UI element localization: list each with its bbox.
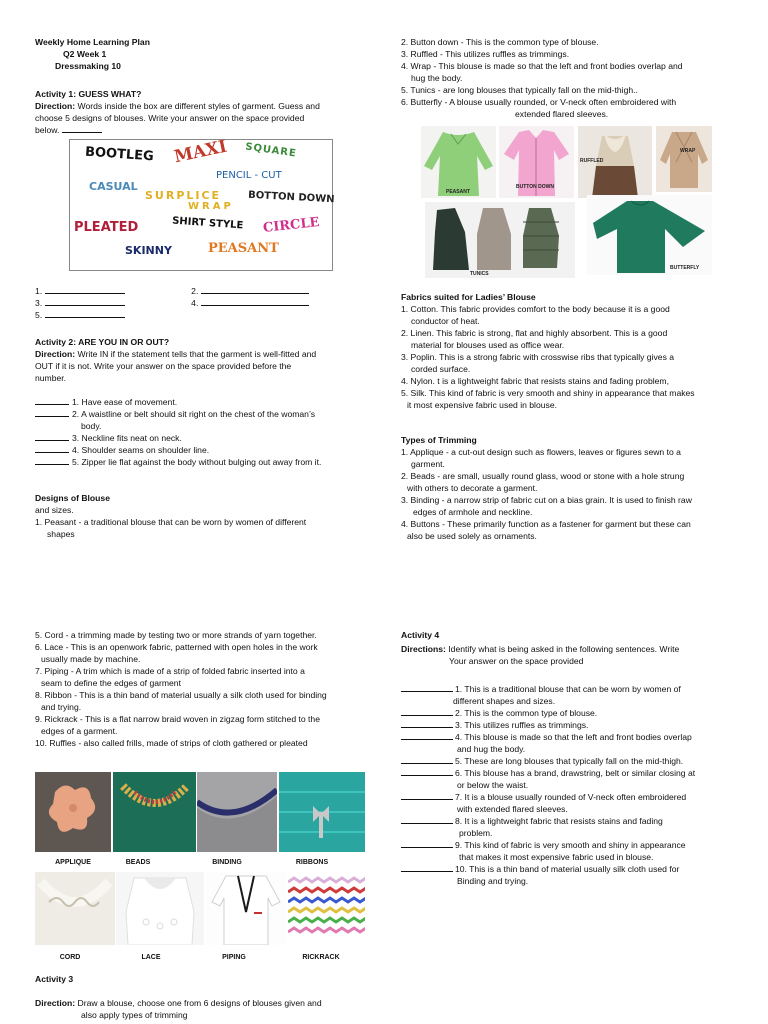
applique-photo <box>35 772 111 852</box>
caption-butterfly: BUTTERFLY <box>670 265 700 271</box>
trimming-item: 8. Ribbon - This is a thin band of material usually a silk cloth used for binding <box>35 690 327 700</box>
activity3-dir-label: Direction: <box>35 998 76 1008</box>
activity2 <box>35 336 375 468</box>
question: that makes it most expensive fabric used in blouse. <box>459 852 654 862</box>
word-pleated: PLEATED <box>74 220 139 235</box>
question: 1. This is a traditional blouse that can be worn by women of <box>455 684 681 694</box>
answer-blank[interactable] <box>401 683 453 692</box>
week-label: Q2 Week 1 <box>63 49 107 59</box>
statement: 2. A waistline or belt should sit right on the chest of the woman’s <box>72 409 315 419</box>
caption-piping: PIPING <box>222 954 246 961</box>
piping-photo <box>206 872 286 945</box>
activity1-dir-label: Direction: <box>35 101 76 111</box>
question: 5. These are long blouses that typically fall on the mid-thigh. <box>455 756 684 766</box>
activity4 <box>401 629 746 887</box>
in-out-blank[interactable] <box>35 456 69 465</box>
activity1 <box>35 88 375 136</box>
word-shirt-style: SHIRT STYLE <box>171 215 244 232</box>
doc-title: Weekly Home Learning Plan <box>35 37 150 47</box>
statement: 4. Shoulder seams on shoulder line. <box>72 445 210 455</box>
in-out-blank[interactable] <box>35 444 69 453</box>
fabric-item: it most expensive fabric used in blouse. <box>407 400 557 410</box>
trimming-item: 9. Rickrack - This is a flat narrow braid woven in zigzag form stitched to the <box>35 714 320 724</box>
activity1-dir-line: choose 5 designs of blouses. Write your answer on the space provided <box>35 113 305 123</box>
question: 3. This utilizes ruffles as trimmings. <box>455 720 589 730</box>
word-casual: CASUAL <box>89 180 138 193</box>
activity2-dir-label: Direction: <box>35 349 76 359</box>
ribbons-photo <box>279 772 365 852</box>
question: with extended flared sleeves. <box>457 804 568 814</box>
fabric-item: 3. Poplin. This is a strong fabric with crosswise ribs that typically gives a <box>401 352 675 362</box>
fabric-item: corded surface. <box>411 364 471 374</box>
in-out-blank[interactable] <box>35 432 69 441</box>
answer-blank[interactable] <box>401 731 453 740</box>
caption-beads: BEADS <box>125 859 151 866</box>
question: 4. This blouse is made so that the left and front bodies overlap <box>455 732 692 742</box>
answer-blank[interactable] <box>401 863 453 872</box>
activity1-dir-line: below. <box>35 125 60 135</box>
question: 8. It is a lightweight fabric that resists stains and fading <box>455 816 663 826</box>
design-item: 3. Ruffled - This utilizes ruffles as trimmings. <box>401 49 570 59</box>
fabric-item: 1. Cotton. This fabric provides comfort to the body because it is a good <box>401 304 670 314</box>
caption-tunics: TUNICS <box>470 271 489 277</box>
activity1-dir-line: Words inside the box are different styles of garment. Guess and <box>75 101 320 111</box>
activity3-dir-line: also apply types of trimming <box>81 1010 188 1020</box>
trimming-item: 7. Piping - A trim which is made of a strip of folded fabric inserted into a <box>35 666 305 676</box>
design-item: 4. Wrap - This blouse is made so that the left and front bodies overlap and <box>401 61 683 71</box>
caption-applique: APPLIQUE <box>55 859 91 866</box>
answer-blank[interactable] <box>401 839 453 848</box>
trimming-title: Types of Trimming <box>401 435 477 445</box>
activity1-title: Activity 1: GUESS WHAT? <box>35 89 142 99</box>
activity2-dir-line: number. <box>35 373 67 383</box>
trimming-item: 6. Lace - This is an openwork fabric, patterned with open holes in the work <box>35 642 318 652</box>
caption-lace: LACE <box>141 954 161 961</box>
trimming-item: edges of a garment. <box>41 726 118 736</box>
answer-blank[interactable] <box>201 285 309 294</box>
trimming-continued <box>35 629 375 749</box>
trimming-item: with others to decorate a garment. <box>407 483 538 493</box>
answer-blank[interactable] <box>45 297 125 306</box>
caption-peasant: PEASANT <box>446 189 470 195</box>
word-square: SQUARE <box>244 141 298 160</box>
question: 2. This is the common type of blouse. <box>455 708 598 718</box>
question: Binding and trying. <box>457 876 529 886</box>
subject-label: Dressmaking 10 <box>55 61 121 71</box>
question: problem. <box>459 828 493 838</box>
wrap-blouse-photo <box>656 126 712 192</box>
trimming-item: edges of armhole and neckline. <box>413 507 533 517</box>
caption-rickrack: RICKRACK <box>302 954 340 961</box>
trimming-item: usually made by machine. <box>41 654 141 664</box>
trimming-item: 2. Beads - are small, usually round glass, wood or stone with a hole strung <box>401 471 685 481</box>
answer-label: 4. <box>191 298 199 308</box>
in-out-blank[interactable] <box>35 408 69 417</box>
statement: 5. Zipper lie flat against the body without bulging out away from it. <box>72 457 322 467</box>
header <box>35 36 375 72</box>
trimming-item: seam to define the edges of garment <box>41 678 181 688</box>
designs-sub: and sizes. <box>35 505 74 515</box>
beads-photo <box>113 772 196 852</box>
activity4-dir-label: Directions: <box>401 644 446 654</box>
question: 6. This blouse has a brand, drawstring, belt or similar closing at <box>455 768 696 778</box>
caption-button-down: BUTTON DOWN <box>516 184 554 190</box>
activity3-title: Activity 3 <box>35 974 74 984</box>
statement: 3. Neckline fits neat on neck. <box>72 433 182 443</box>
trimming-item: garment. <box>411 459 445 469</box>
trimming-item: 1. Applique - a cut-out design such as flowers, leaves or figures sewn to a <box>401 447 681 457</box>
trimming-section <box>401 434 746 542</box>
word-peasant: PEASANT <box>208 241 279 256</box>
activity1-answers <box>35 285 375 321</box>
in-out-blank[interactable] <box>35 396 69 405</box>
cord-photo <box>35 872 115 945</box>
answer-blank[interactable] <box>45 309 125 318</box>
answer-label: 5. <box>35 310 43 320</box>
designs-title: Designs of Blouse <box>35 493 110 503</box>
caption-cord: CORD <box>59 954 81 961</box>
fabric-item: 4. Nylon. t is a lightweight fabric that resists stains and fading problem, <box>401 376 669 386</box>
fabric-item: material for blouses used as office wear. <box>411 340 565 350</box>
answer-blank[interactable] <box>401 791 453 800</box>
tunics-photo <box>425 202 575 278</box>
fabrics-section <box>401 291 746 411</box>
word-surplice: SURPLICE <box>145 189 222 202</box>
design-item: 2. Button down - This is the common type of blouse. <box>401 37 599 47</box>
activity3-dir-line: Draw a blouse, choose one from 6 designs of blouses given and <box>75 998 322 1008</box>
statement: 1. Have ease of movement. <box>72 397 178 407</box>
activity2-title: Activity 2: ARE YOU IN OR OUT? <box>35 337 170 347</box>
statement: body. <box>81 421 102 431</box>
caption-ruffled: RUFFLED <box>580 158 604 164</box>
activity2-dir-line: Write IN if the statement tells that the garment is well-fitted and <box>75 349 317 359</box>
question: 7. It is a blouse usually rounded of V-neck often embroidered <box>455 792 687 802</box>
design-item: hug the body. <box>411 73 463 83</box>
lace-photo <box>116 872 204 945</box>
answer-blank[interactable] <box>401 755 453 764</box>
word-pencil-cut: PENCIL - CUT <box>216 170 282 181</box>
word-wrap: WRAP <box>188 201 234 212</box>
activity3 <box>35 973 375 1021</box>
rickrack-photo <box>288 872 365 945</box>
design-item: 5. Tunics - are long blouses that typically fall on the mid-thigh.. <box>401 85 638 95</box>
caption-wrap: WRAP <box>680 148 696 154</box>
caption-ribbons: RIBBONS <box>295 859 329 866</box>
question: and hug the body. <box>457 744 526 754</box>
design-item: 1. Peasant - a traditional blouse that can be worn by women of different <box>35 517 307 527</box>
designs-continued <box>401 36 746 120</box>
answer-blank[interactable] <box>401 707 453 716</box>
fabric-item: conductor of heat. <box>411 316 480 326</box>
question: different shapes and sizes. <box>453 696 556 706</box>
designs-section <box>35 492 375 540</box>
fabrics-title: Fabrics suited for Ladies’ Blouse <box>401 292 536 302</box>
design-item: extended flared sleeves. <box>515 109 609 119</box>
fabric-item: 5. Silk. This kind of fabric is very smooth and shiny in appearance that makes <box>401 388 695 398</box>
activity4-title: Activity 4 <box>401 630 440 640</box>
trimming-item: also be used solely as ornaments. <box>407 531 537 541</box>
trimming-item: 4. Buttons - These primarily function as a fastener for garment but these can <box>401 519 691 529</box>
activity2-dir-line: OUT if it is not. Write your answer on the space provided before the <box>35 361 292 371</box>
trimming-item: 3. Binding - a narrow strip of fabric cut on a bias grain. It is used to finish raw <box>401 495 692 505</box>
answer-label: 1. <box>35 286 43 296</box>
answer-label: 2. <box>191 286 199 296</box>
caption-binding: BINDING <box>212 859 242 866</box>
activity4-dir-line: Identify what is being asked in the following sentences. Write <box>445 644 680 654</box>
answer-blank[interactable] <box>401 719 453 728</box>
answer-label: 3. <box>35 298 43 308</box>
word-box <box>69 136 335 271</box>
design-item: 6. Butterfly - A blouse usually rounded, or V-neck often embroidered with <box>401 97 677 107</box>
word-skinny: SKINNY <box>125 244 172 257</box>
answer-blank[interactable] <box>401 815 453 824</box>
answer-blank[interactable] <box>45 285 125 294</box>
answer-blank[interactable] <box>401 767 453 776</box>
trimming-item: 10. Ruffles - also called frills, made of strips of cloth gathered or pleated <box>35 738 308 748</box>
trimming-item: and trying. <box>41 702 82 712</box>
word-maxi: MAXI <box>172 136 229 168</box>
word-circle: CIRCLE <box>262 215 321 236</box>
word-bootleg: BOOTLEG <box>84 144 155 165</box>
trimming-item: 5. Cord - a trimming made by testing two or more strands of yarn together. <box>35 630 317 640</box>
design-item: shapes <box>47 529 75 539</box>
binding-photo <box>197 772 277 852</box>
fabric-item: 2. Linen. This fabric is strong, flat and highly absorbent. This is a good <box>401 328 668 338</box>
question: 10. This is a thin band of material usually silk cloth used for <box>455 864 680 874</box>
activity4-dir-line: Your answer on the space provided <box>449 656 584 666</box>
answer-blank[interactable] <box>201 297 309 306</box>
word-botton-down: BOTTON DOWN <box>247 189 335 206</box>
question: 9. This kind of fabric is very smooth and shiny in appearance <box>455 840 686 850</box>
question: or below the waist. <box>457 780 529 790</box>
